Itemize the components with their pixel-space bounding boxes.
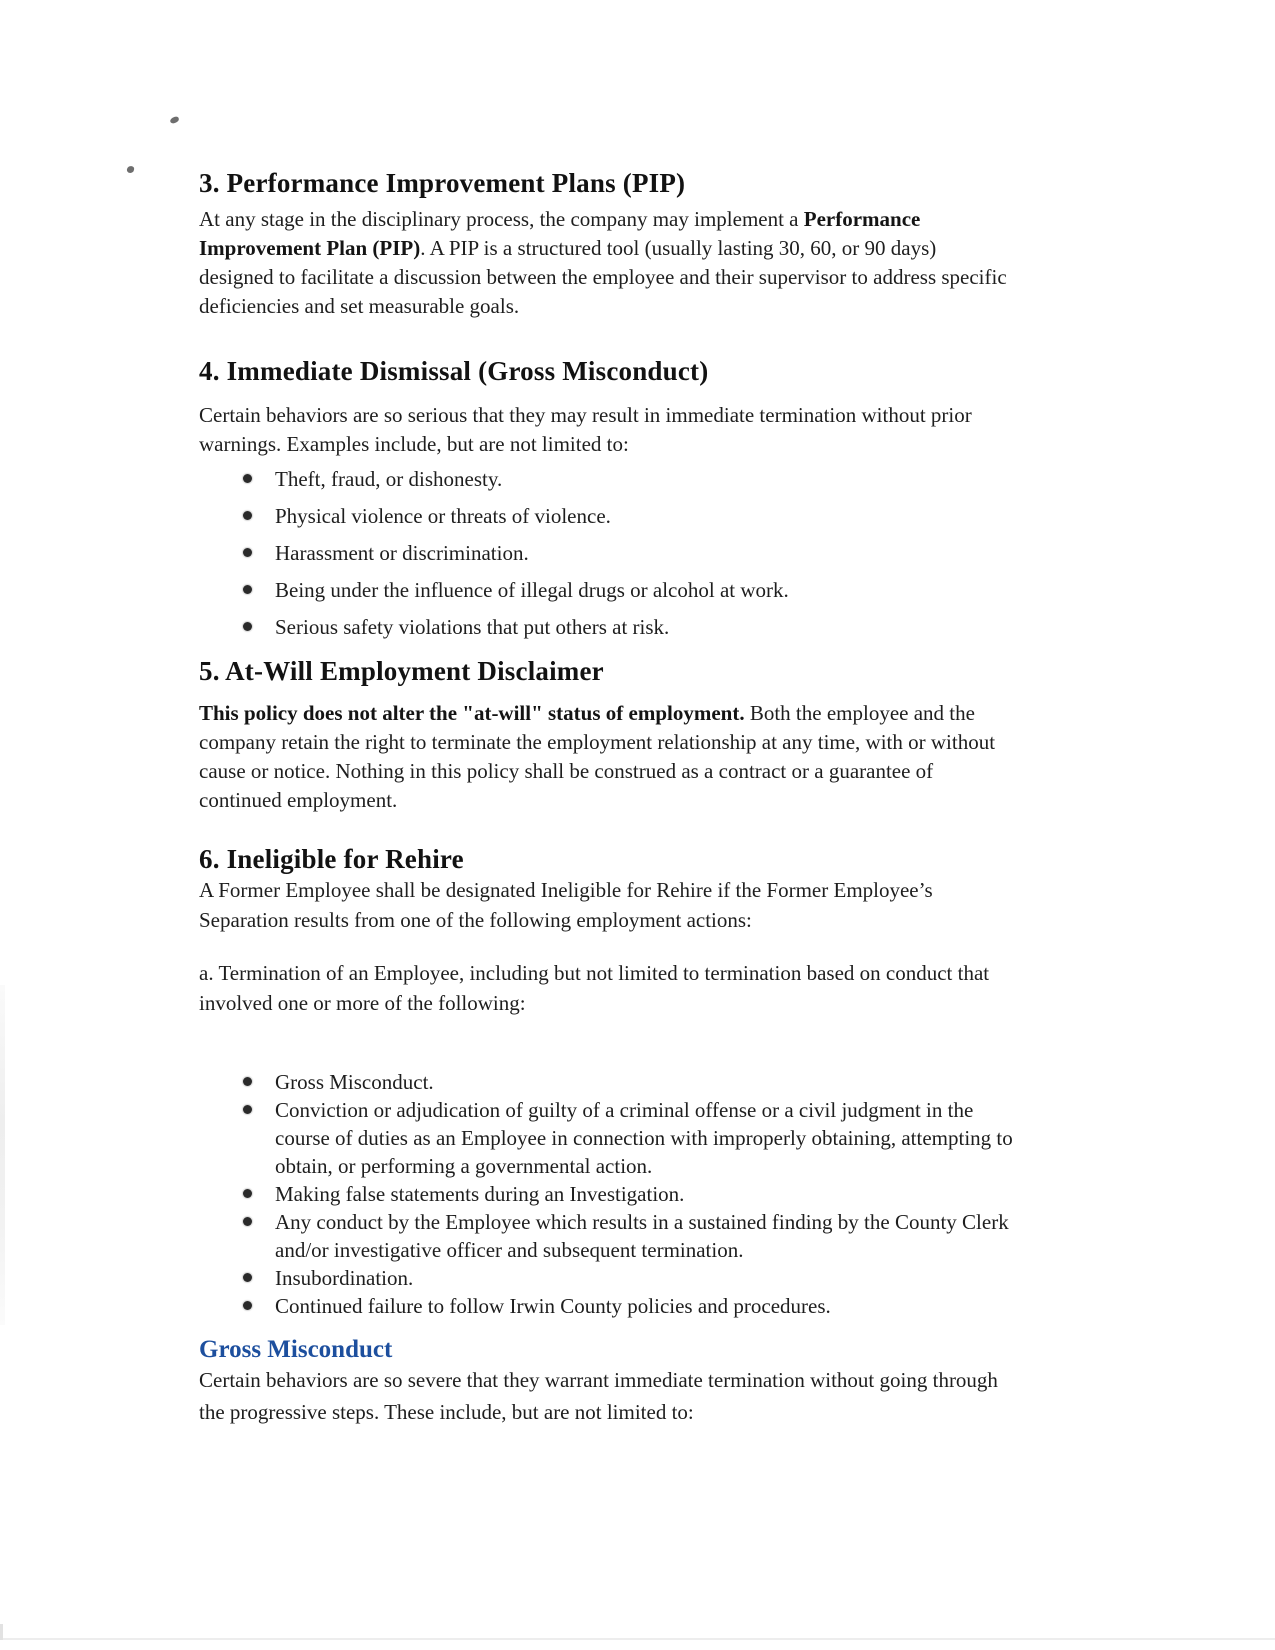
section-6-heading: 6. Ineligible for Rehire [199,844,464,874]
paragraph-text: . A PIP is a structured tool (usually lasting 30, 60, or 90 days) designed to facilitate a discussion between the employee and their supervisor to address specific deficiencies and set measurable goals. [199,236,1007,318]
list-item: Continued failure to follow Irwin County policies and procedures. [199,1292,1013,1320]
section-4-heading: 4. Immediate Dismissal (Gross Misconduct) [199,356,709,386]
section-5-paragraph [199,699,1013,815]
scan-edge-artifact [0,1624,3,1640]
list-item: Any conduct by the Employee which results in a sustained finding by the County Clerk and/or investigative officer and subsequent termination. [199,1208,1013,1264]
section-5-heading: 5. At-Will Employment Disclaimer [199,656,604,686]
list-item: Serious safety violations that put others at risk. [199,613,1013,642]
list-item: Making false statements during an Investigation. [199,1180,1013,1208]
closing-paragraph: Certain behaviors are so severe that they warrant immediate termination without going through the progressive steps. These include, but are not limited to: [199,1368,998,1424]
list-item: Being under the influence of illegal drugs or alcohol at work. [199,576,1013,605]
scan-edge-artifact [0,985,5,1325]
section-4-bullet-list [199,465,1013,650]
list-item: Conviction or adjudication of guilty of a criminal offense or a civil judgment in the course of duties as an Employee in connection with improperly obtaining, attempting to obtain, or performing a governmental action. [199,1096,1013,1180]
scan-artifact-speck [126,165,134,173]
scan-edge-artifact [0,1638,1275,1640]
paragraph-bold-text: Performance Improvement Plan (PIP) [199,207,921,260]
gross-misconduct-subheading: Gross Misconduct [199,1336,393,1363]
section-6-bullet-list [199,1068,1013,1320]
scan-artifact-speck [169,116,179,124]
list-item: Theft, fraud, or dishonesty. [199,465,1013,494]
section-6-paragraph-1: A Former Employee shall be designated Ineligible for Rehire if the Former Employee’s Separation results from one of the following employment actions: [199,878,933,932]
list-item: Physical violence or threats of violence. [199,502,1013,531]
list-item: Insubordination. [199,1264,1013,1292]
section-3-paragraph [199,205,1013,321]
section-4-paragraph: Certain behaviors are so serious that they may result in immediate termination without prior warnings. Examples include, but are not limited to: [199,403,972,456]
section-6-paragraph-2: a. Termination of an Employee, including but not limited to termination based on conduct that involved one or more of the following: [199,961,990,1015]
document-content [199,0,1013,1650]
section-3-heading: 3. Performance Improvement Plans (PIP) [199,168,686,198]
paragraph-bold-text: This policy does not alter the "at-will" status of employment. [199,701,745,725]
paragraph-text: Both the employee and the company retain the right to terminate the employment relationship at any time, with or without cause or notice. Nothing in this policy shall be construed as a contract or a guarantee of continued employment. [199,701,996,812]
paragraph-text: At any stage in the disciplinary process, the company may implement a [199,207,804,231]
list-item: Harassment or discrimination. [199,539,1013,568]
list-item: Gross Misconduct. [199,1068,1013,1096]
